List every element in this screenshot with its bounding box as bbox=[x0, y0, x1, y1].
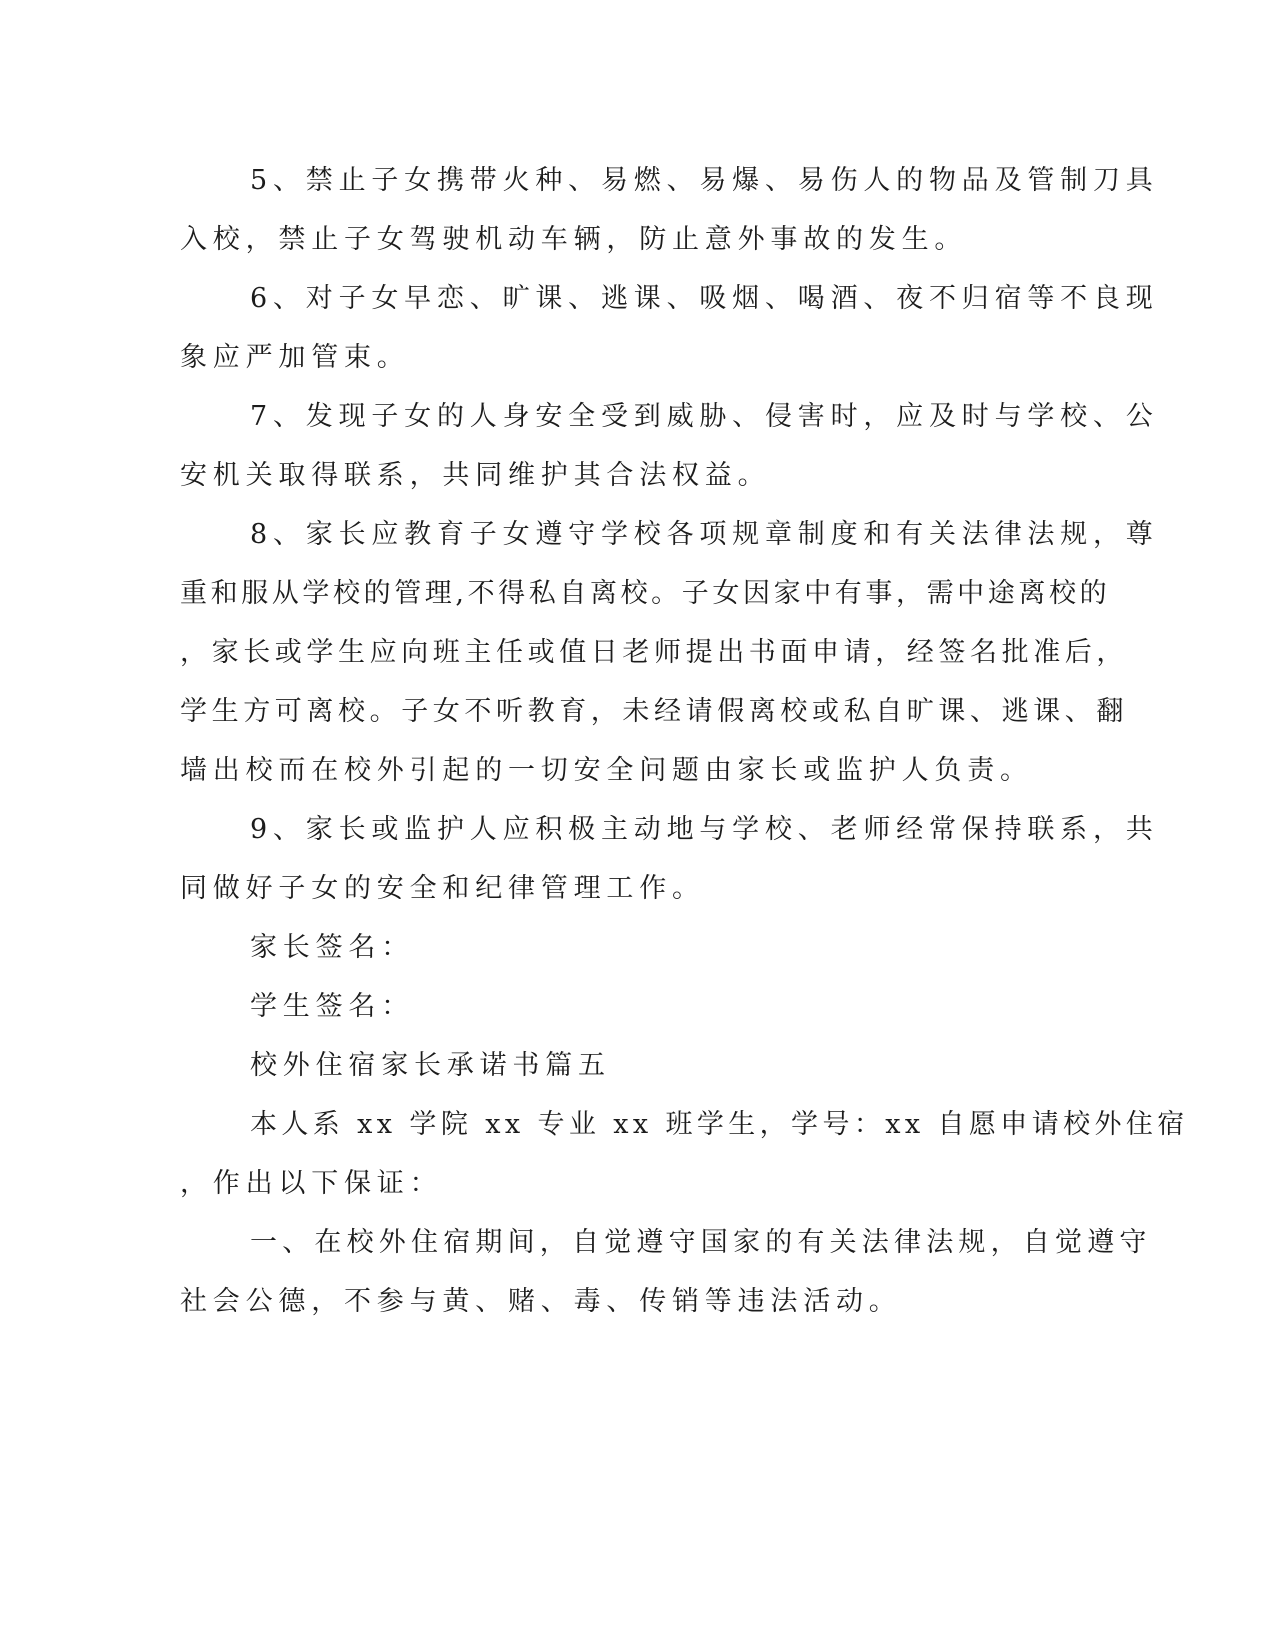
clause-9-line-1: 9、家长或监护人应积极主动地与学校、老师经常保持联系，共 bbox=[250, 814, 1159, 845]
section-heading: 校外住宿家长承诺书篇五 bbox=[250, 1050, 611, 1081]
clause-9-line-2: 同做好子女的安全和纪律管理工作。 bbox=[180, 873, 705, 904]
parent-signature-label: 家长签名： bbox=[250, 932, 414, 963]
clause-7-line-2: 安机关取得联系，共同维护其合法权益。 bbox=[180, 460, 771, 491]
clause-8-line-3: ，家长或学生应向班主任或值日老师提出书面申请，经签名批准后， bbox=[180, 637, 1128, 668]
clause-8-line-1: 8、家长应教育子女遵守学校各项规章制度和有关法律法规，尊 bbox=[250, 519, 1159, 550]
statement-line-1: 本人系 xx 学院 xx 专业 xx 班学生，学号：xx 自愿申请校外住宿 bbox=[250, 1109, 1189, 1140]
clause-6-line-2: 象应严加管束。 bbox=[180, 342, 410, 373]
clause-8-line-2: 重和服从学校的管理,不得私自离校。子女因家中有事，需中途离校的 bbox=[180, 578, 1111, 609]
clause-8-line-5: 墙出校而在校外引起的一切安全问题由家长或监护人负责。 bbox=[180, 755, 1033, 786]
clause-6-line-1: 6、对子女早恋、旷课、逃课、吸烟、喝酒、夜不归宿等不良现 bbox=[250, 283, 1159, 314]
clause-5-line-2: 入校，禁止子女驾驶机动车辆，防止意外事故的发生。 bbox=[180, 224, 968, 255]
pledge-1-line-2: 社会公德，不参与黄、赌、毒、传销等违法活动。 bbox=[180, 1286, 902, 1317]
clause-5-line-1: 5、禁止子女携带火种、易燃、易爆、易伤人的物品及管制刀具 bbox=[250, 165, 1159, 196]
clause-8-line-4: 学生方可离校。子女不听教育，未经请假离校或私自旷课、逃课、翻 bbox=[180, 696, 1128, 727]
statement-line-2: ，作出以下保证： bbox=[180, 1168, 443, 1199]
clause-7-line-1: 7、发现子女的人身安全受到威胁、侵害时，应及时与学校、公 bbox=[250, 401, 1159, 432]
pledge-1-line-1: 一、在校外住宿期间，自觉遵守国家的有关法律法规，自觉遵守 bbox=[250, 1227, 1152, 1258]
student-signature-label: 学生签名： bbox=[250, 991, 414, 1022]
